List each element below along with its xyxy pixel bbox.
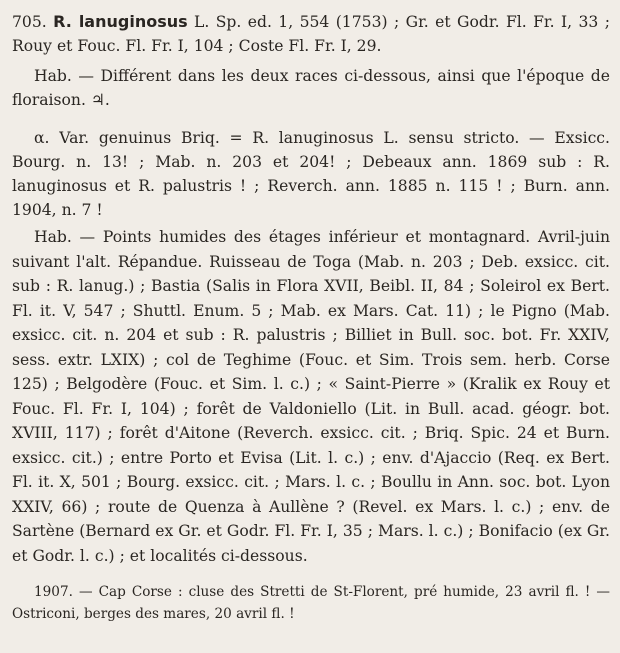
habitat-localities: Hab. — Points humides des étages inférieur et montagnard. Avril-juin suivant l'alt. Répandue. Ruisseau de Toga (Mab. n. 203 ; Deb. exsicc. cit. sub : R. lanug.) ; Bastia (Salis in Flora XVII, Beibl. II, 84 ; Soleirol ex Bert. Fl. it. V, 547 ; Shuttl. Enum. 5 ; Mab. ex Mars. Cat. 11) ; le Pigno (Mab. exsicc. cit. n. 204 et sub : R. palustris ; Billiet in Bull. soc. bot. Fr. XXIV, sess. extr. LXIX) ; col de Teghime (Fouc. et Sim. Trois sem. herb. Corse 125) ; Belgodère (Fouc. et Sim. l. c.) ; « Saint-Pierre » (Kralik ex Rouy et Fouc. Fl. Fr. I, 104) ; forêt de Valdoniello (Lit. in Bull. acad. géogr. bot. XVIII, 117) ; forêt d'Aitone (Reverch. exsicc. cit. ; Briq. Spic. 24 et Burn. exsicc. cit.) ; entre Porto et Evisa (Lit. l. c.) ; env. d'Ajaccio (Req. ex Bert. Fl. it. X, 501 ; Bourg. exsicc. cit. ; Mars. l. c. ; Boullu in Ann. soc. bot. Lyon XXIV, 66) ; route de Quenza à Aullène ? (Revel. ex Mars. l. c.) ; env. de Sartène (Bernard ex Gr. et Godr. Fl. Fr. I, 35 ; Mars. l. c.) ; Bonifacio (ex Gr. et Godr. l. c.) ; et localités ci-dessous.: [12, 228, 610, 565]
variety-paragraph: [12, 126, 610, 222]
entry-number: 705.: [12, 13, 47, 31]
species-name: R. lanuginosus: [53, 12, 188, 31]
variety-text: Var. genuinus Briq. = R. lanuginosus L. sensu stricto. — Exsicc. Bourg. n. 13! ; Mab. n. 203 et 204! ; Debeaux ann. 1869 sub : R. lanuginosus et R. palustris ! ; Reverch. ann. 1885 n. 115 ! ; Burn. ann. 1904, n. 7 !: [12, 129, 610, 219]
species-entry: [12, 10, 610, 58]
variety-marker: α.: [34, 129, 50, 147]
species-references: L. Sp. ed. 1, 554 (1753) ; Gr. et Godr. Fl. Fr. I, 33 ; Rouy et Fouc. Fl. Fr. I, 104 ; Coste Fl. Fr. I, 29.: [12, 13, 610, 55]
observation-note: 1907. — Cap Corse : cluse des Stretti de St-Florent, pré humide, 23 avril fl. ! — Ostriconi, berges des mares, 20 avril fl. !: [12, 584, 610, 622]
habitat-general: Hab. — Différent dans les deux races ci-dessous, ainsi que l'époque de floraison. ♃.: [12, 67, 610, 109]
